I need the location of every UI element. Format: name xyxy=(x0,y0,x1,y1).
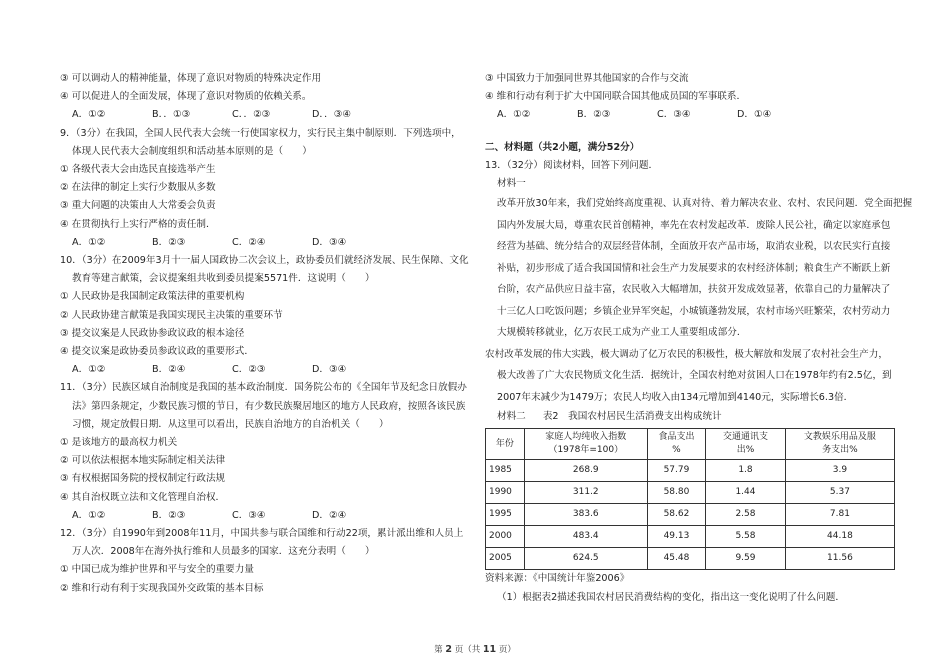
material-1-text xyxy=(485,193,913,344)
header-text: % xyxy=(672,445,681,456)
text-line: 教育等建言献策，会议提案组共收到委员提案5571件．这说明（ ） xyxy=(72,273,375,285)
table-cell: 7.81 xyxy=(785,504,894,526)
material-line: 大规模转移就业，亿万农民工成为产业工人重要组成部分． xyxy=(497,327,747,339)
answer-option: A．①② xyxy=(72,509,106,521)
text-line: 11．（3分）民族区域自治制度是我国的基本政治制度．国务院公布的《全国年节及纪念日放假办 xyxy=(60,382,467,394)
table-cell: 44.18 xyxy=(785,526,894,548)
table-cell: 5.58 xyxy=(706,526,786,548)
answer-option: B．．①③ xyxy=(152,109,191,121)
table-cell: 9.59 xyxy=(706,548,786,570)
text-line: 习惯，规定放假日期．从这里可以看出，民族自治地方的自治机关（ ） xyxy=(72,418,389,430)
material-1-label: 材料一 xyxy=(497,178,526,190)
table-row xyxy=(486,460,895,482)
material-2-label: 材料二 xyxy=(497,411,526,423)
table-header-cell xyxy=(486,429,525,460)
text-line: 体现人民代表大会制度组织和活动基本原则的是（ ） xyxy=(72,145,312,157)
answer-options xyxy=(60,507,475,525)
material-line: 补贴，初步形成了适合我国国情和社会生产力发展要求的农村经济体制；粮食生产不断跃上新 xyxy=(497,262,891,274)
answer-option: B．②③ xyxy=(152,509,186,521)
text-line: ② 人民政协建言献策是我国实现民主决策的重要环节 xyxy=(60,309,283,321)
text-line: ① 中国已成为维护世界和平与安全的重要力量 xyxy=(60,564,254,576)
table-cell: 2005 xyxy=(486,548,525,570)
table-row xyxy=(486,548,895,570)
table-cell: 1.44 xyxy=(706,482,786,504)
table-header-cell xyxy=(524,429,647,460)
table-header-cell xyxy=(647,429,705,460)
table-cell: 383.6 xyxy=(524,504,647,526)
answer-options xyxy=(485,106,895,124)
material-line: 国内外发展大局，尊重农民首创精神，率先在农村发起改革．废除人民公社，确定以家庭承包 xyxy=(497,219,891,231)
answer-option: C．．②③ xyxy=(232,109,271,121)
left-column xyxy=(60,70,475,598)
consumption-table xyxy=(485,428,895,570)
question-13: 13．（32分）阅读材料，回答下列问题． xyxy=(485,159,659,171)
answer-option: A．①② xyxy=(72,109,106,121)
material-line: 改革开放30年来，我们党始终高度重视、认真对待、着力解决农业、农村、农民问题．党全面把握 xyxy=(497,198,913,210)
answer-options xyxy=(60,234,475,252)
text-line: 万人次．2008年在海外执行维和人员最多的国家．这充分表明（ ） xyxy=(72,546,375,558)
footer-prefix: 第 xyxy=(434,645,443,655)
table-cell: 11.56 xyxy=(785,548,894,570)
answer-option: B．②③ xyxy=(577,109,611,121)
table-cell: 1.8 xyxy=(706,460,786,482)
text-line: ② 可以依法根据本地实际制定相关法律 xyxy=(60,455,226,467)
answer-option: A．①② xyxy=(72,236,106,248)
text-line: ① 是该地方的最高权力机关 xyxy=(60,437,178,449)
text-line: 9．（3分）在我国，全国人民代表大会统一行使国家权力，实行民主集中制原则．下列选项中， xyxy=(60,127,461,139)
table-cell: 624.5 xyxy=(524,548,647,570)
table-body xyxy=(486,460,895,570)
table-caption: 表2 我国农村居民生活消费支出构成统计 xyxy=(542,411,722,423)
table-cell: 58.62 xyxy=(647,504,705,526)
table-cell: 483.4 xyxy=(524,526,647,548)
table-cell: 2.58 xyxy=(706,504,786,526)
table-cell: 5.37 xyxy=(785,482,894,504)
text-line: 12．（3分）自1990年到2008年11月，中国共参与联合国维和行动22项，累计派出维和人员上 xyxy=(60,528,464,540)
answer-option: D．③④ xyxy=(312,364,347,376)
text-line: ④ 在贯彻执行上实行严格的责任制． xyxy=(60,218,216,230)
header-text: 文教娱乐用品及服 xyxy=(803,432,876,443)
table-cell: 49.13 xyxy=(647,526,705,548)
answer-option: B．②③ xyxy=(152,236,186,248)
material-1-continued-2: 极大改善了广大农民物质文化生活．据统计，全国农村绝对贫困人口在1978年约有2.5亿，到 xyxy=(497,370,892,382)
header-text: 家庭人均纯收入指数 xyxy=(545,432,627,443)
material-1-continued: 农村改革发展的伟大实践，极大调动了亿万农民的积极性，极大解放和发展了农村社会生产力， xyxy=(485,348,888,360)
material-line: 台阶，农产品供应日益丰富，农民收入大幅增加，扶贫开发成效显著，依靠自己的力量解决了 xyxy=(497,284,891,296)
text-line: ② 维和行动有利于实现我国外交政策的基本目标 xyxy=(60,582,264,594)
text-line: 10．（3分）在2009年3月十一届人国政协二次会议上，政协委员们就经济发展、民生保障、文化 xyxy=(60,255,469,267)
table-cell: 57.79 xyxy=(647,460,705,482)
header-text: 交通通讯支 xyxy=(722,432,768,443)
table-cell: 45.48 xyxy=(647,548,705,570)
text-line: ③ 中国致力于加强同世界其他国家的合作与交流 xyxy=(485,73,689,84)
answer-option: A．①② xyxy=(72,364,106,376)
section-title: 二、材料题（共2小题，满分52分） xyxy=(485,141,640,153)
table-header-cell xyxy=(785,429,894,460)
answer-option: D．③④ xyxy=(312,236,347,248)
text-line: ③ 提交议案是人民政协参政议政的根本途径 xyxy=(60,327,245,339)
text-line: ④ 维和行动有利于扩大中国同联合国其他成员国的军事联系． xyxy=(485,91,747,103)
table-source: 资料来源：《中国统计年鉴2006》 xyxy=(485,573,630,585)
table-header-row xyxy=(486,429,895,460)
table-header-cell xyxy=(706,429,786,460)
material-line: 十三亿人口吃饭问题；乡镇企业异军突起，小城镇蓬勃发展，农村市场兴旺繁荣，农村劳动力 xyxy=(497,305,891,317)
answer-option: C．②③ xyxy=(232,364,266,376)
answer-option: C．③④ xyxy=(657,109,691,121)
header-text: 出% xyxy=(736,445,755,456)
text-line: ③ 可以调动人的精神能量，体现了意识对物质的特殊决定作用 xyxy=(60,73,322,84)
footer-suffix: 页） xyxy=(498,645,516,655)
text-line: ④ 可以促进人的全面发展，体现了意识对物质的依赖关系。 xyxy=(60,91,312,103)
text-line: ④ 其自治权既立法和文化管理自治权． xyxy=(60,491,226,503)
table-cell: 1985 xyxy=(486,460,525,482)
sub-question-1: （1）根据表2描述我国农村居民消费结构的变化，指出这一变化说明了什么问题． xyxy=(497,591,845,603)
table-cell: 1990 xyxy=(486,482,525,504)
table-cell: 3.9 xyxy=(785,460,894,482)
answer-option: D．①④ xyxy=(737,109,772,121)
answer-option: A．①② xyxy=(497,109,531,121)
table-cell: 58.80 xyxy=(647,482,705,504)
text-line: ② 在法律的制定上实行少数服从多数 xyxy=(60,182,216,194)
table-row xyxy=(486,526,895,548)
answer-option: C．②④ xyxy=(232,236,266,248)
answer-option: D．．③④ xyxy=(312,109,351,121)
text-line: ① 各级代表大会由选民直接选举产生 xyxy=(60,164,216,176)
table-cell: 2000 xyxy=(486,526,525,548)
right-column xyxy=(485,70,913,607)
text-line: ① 人民政协是我国制定政策法律的重要机构 xyxy=(60,291,245,303)
header-text: 务支出% xyxy=(822,445,858,456)
material-2-heading xyxy=(485,408,895,426)
table-row xyxy=(486,482,895,504)
page-footer xyxy=(0,643,950,655)
page-total: 11 xyxy=(482,644,497,655)
page-number: 2 xyxy=(445,644,452,655)
question-12-continued xyxy=(485,70,895,125)
table-cell: 311.2 xyxy=(524,482,647,504)
header-text: 食品支出 xyxy=(658,432,695,443)
header-text: （1978年=100） xyxy=(548,445,624,456)
table-cell: 268.9 xyxy=(524,460,647,482)
text-line: ③ 重大问题的决策由人大常委会负责 xyxy=(60,200,216,212)
text-line: 法》第四条规定，少数民族习惯的节日，有少数民族聚居地区的地方人民政府，按照各该民族 xyxy=(72,400,466,412)
answer-option: B．②④ xyxy=(152,364,186,376)
table-cell: 1995 xyxy=(486,504,525,526)
text-line: ④ 提交议案是政协委员参政议政的重要形式． xyxy=(60,346,254,358)
material-line: 经营为基础、统分结合的双层经营体制，全面放开农产品市场，取消农业税，以农民实行直接 xyxy=(497,241,891,253)
answer-option: D．②④ xyxy=(312,509,347,521)
answer-option: C．③④ xyxy=(232,509,266,521)
text-line: ③ 有权根据国务院的授权制定行政法规 xyxy=(60,473,226,485)
answer-options xyxy=(60,106,475,124)
answer-options xyxy=(60,361,475,379)
footer-middle: 页（共 xyxy=(454,645,481,655)
table-row xyxy=(486,504,895,526)
material-1-continued-3: 2007年末减少为1479万；农民人均收入由134元增加到4140元，实际增长6.3倍． xyxy=(497,391,854,403)
header-text: 年份 xyxy=(495,438,514,449)
